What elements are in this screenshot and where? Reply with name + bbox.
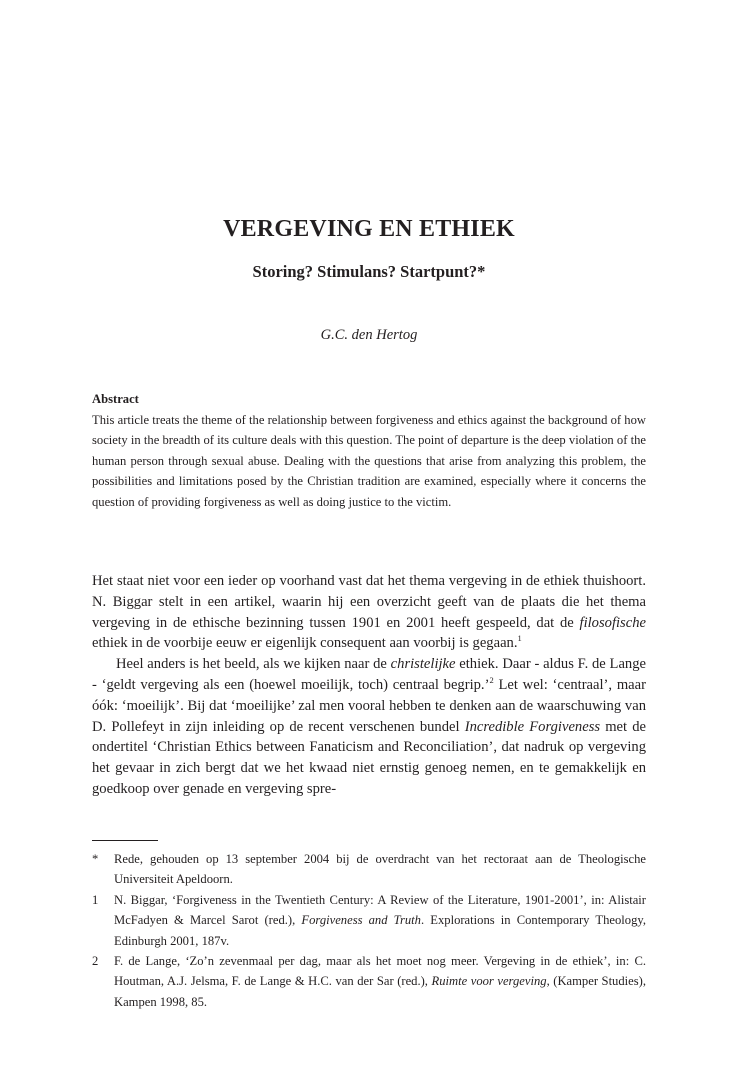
p2-emphasis-2: Incredible Forgiveness bbox=[464, 718, 601, 735]
footnote-text: Rede, gehouden op 13 september 2004 bij de overdracht van het rectoraat aan de Theologische Universiteit Apeldoorn. bbox=[114, 852, 646, 887]
footnote-1-emphasis: Forgiveness and Truth bbox=[301, 913, 421, 928]
p1-text-a: Het staat niet voor een ieder op voorhand vast dat het thema vergeving in de ethiek thuishoort. N. Biggar stelt in een artikel, waarin hij een overzicht geeft van de plaats die het thema vergeving in de ethische bezinning tussen 1901 en 2001 heeft gespeeld, dat de bbox=[92, 573, 646, 631]
footnote-ref-1: 1 bbox=[517, 633, 522, 644]
footnote-separator bbox=[92, 840, 158, 841]
abstract-text: This article treats the theme of the relationship between forgiveness and ethics against the background of how society in the breadth of its culture deals with this question. The point of departure is the deep violation of the human person through sexual abuse. Dealing with the questions that arise from analyzing this problem, the possibilities and limitations posed by the Christian tradition are examined, especially where it concerns the question of providing forgiveness as well as doing justice to the victim. bbox=[92, 412, 646, 509]
footnote-2 bbox=[92, 951, 646, 1012]
footnote-mark: * bbox=[92, 852, 99, 866]
footnote-1-text-b: . Explorations in Contemporary Theology, Edinburgh 2001, 187v. bbox=[114, 913, 646, 948]
abstract-heading: Abstract bbox=[92, 392, 139, 406]
footnote-2-text-a: F. de Lange, ‘Zo’n zevenmaal per dag, maar als het moet nog meer. Vergeving in de ethiek’, in: C. Houtman, A.J. Jelsma, F. de Lange & H.C. van der Sar (red.), bbox=[114, 954, 646, 989]
footnote-mark: 1 bbox=[92, 892, 99, 907]
article-author: G.C. den Hertog bbox=[320, 327, 418, 343]
p1-emphasis: filosofische bbox=[579, 614, 646, 631]
footnote-star bbox=[92, 849, 646, 890]
p2-text-d: met de ondertitel ‘Christian Ethics between Fanaticism and Reconciliation’, dat nadruk op vergeving het gevaar in zich bergt dat we het kwaad niet ernstig genoeg nemen, en te gemakkelijk en goedkoop over genade en vergeving spre- bbox=[92, 718, 646, 797]
footnote-1-text-a: N. Biggar, ‘Forgiveness in the Twentieth Century: A Review of the Literature, 1901-2001’, in: Alistair McFadyen & Marcel Sarot (red.), bbox=[114, 892, 646, 928]
footnote-1 bbox=[92, 890, 646, 951]
abstract-block bbox=[92, 389, 646, 513]
footnotes bbox=[92, 849, 646, 1012]
footnote-2-text-b: , (Kamper Studies), Kampen 1998, 85. bbox=[114, 974, 646, 1009]
body-text bbox=[92, 571, 646, 800]
p1-text-b: ethiek in de voorbije eeuw er eigenlijk consequent aan voorbij is gegaan. bbox=[92, 635, 518, 652]
body-paragraph-2 bbox=[92, 654, 646, 800]
footnote-ref-2: 2 bbox=[489, 675, 494, 686]
footnote-mark: 2 bbox=[92, 954, 99, 969]
p2-text-b: ethiek. Daar - aldus F. de Lange - ‘geldt vergeving als een (hoewel moeilijk, toch) centraal begrip.’ bbox=[92, 656, 647, 693]
footnote-text bbox=[114, 951, 646, 1012]
footnote-text bbox=[114, 890, 646, 951]
p2-emphasis-1: christelijke bbox=[390, 656, 456, 673]
p2-text-c: Let wel: ‘centraal’, maar óók: ‘moeilijk’. Bij dat ‘moeilijke’ zal men vooral hebben te denken aan de waarschuwing van D. Pollefeyt in zijn inleiding op de recent verschenen bundel bbox=[92, 676, 646, 735]
article-title: VERGEVING EN ETHIEK bbox=[223, 216, 515, 242]
article-subtitle: Storing? Stimulans? Startpunt?* bbox=[252, 262, 486, 281]
body-paragraph-1 bbox=[92, 571, 646, 654]
footnote-2-emphasis: Ruimte voor vergeving bbox=[431, 974, 547, 989]
p2-text-a: Heel anders is het beeld, als we kijken naar de bbox=[116, 656, 391, 673]
